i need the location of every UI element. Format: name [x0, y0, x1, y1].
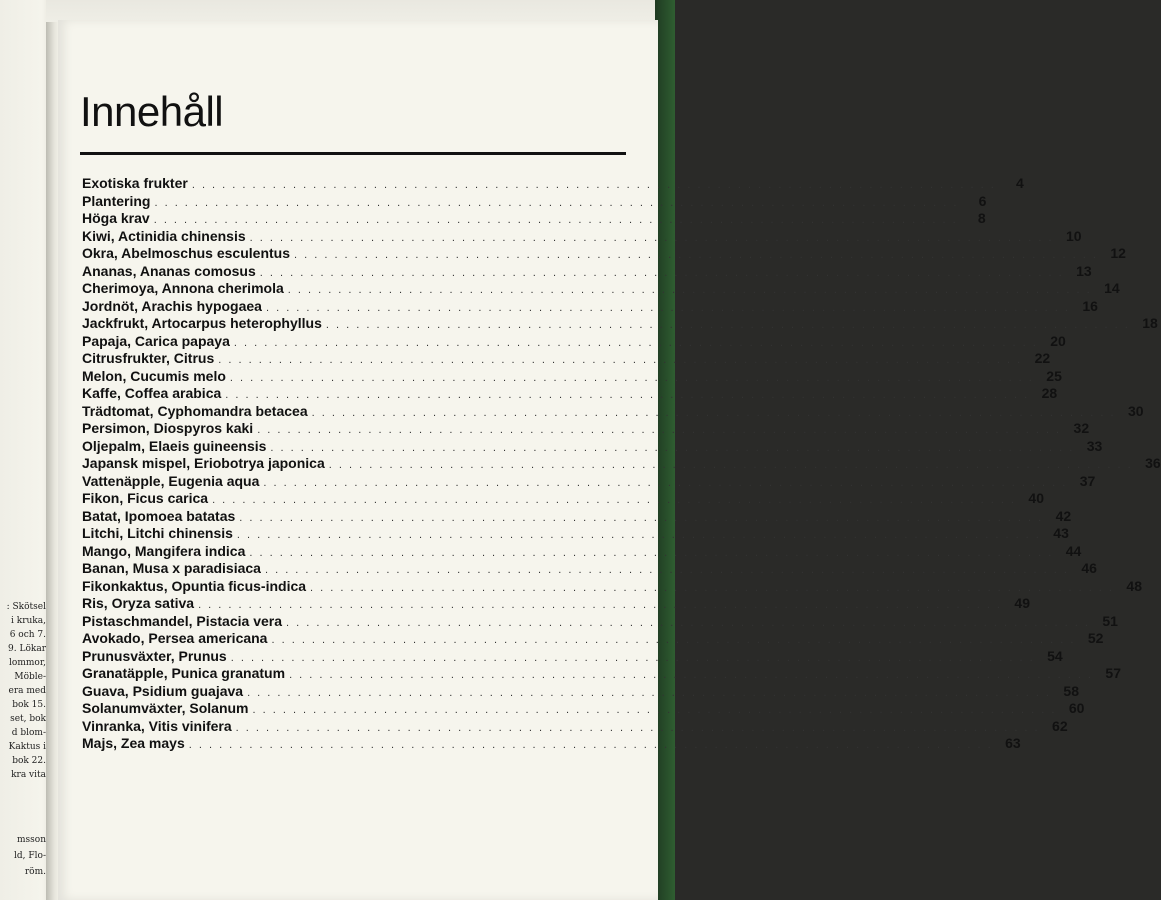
- toc-leader-dots: . . . . . . . . . . . . . . . . . . . . . . . . . . . . . . . . . . . . . . . . . . . . . . . . . . . . . . . . . . . . . . . . . . . . . . . . . . . . . . . .: [212, 494, 1016, 506]
- toc-entry-label: Jackfrukt, Artocarpus heterophyllus: [82, 315, 322, 331]
- left-line: ld, Flo-: [14, 851, 46, 861]
- toc-leader-dots: . . . . . . . . . . . . . . . . . . . . . . . . . . . . . . . . . . . . . . . . . . . . . . . . . . . . . . . . . . . . . . . . . . . . . . . . . . . . . . . .: [188, 739, 993, 751]
- toc-page-number: 30: [1127, 402, 1144, 419]
- toc-entry: [82, 210, 986, 228]
- toc-entry-label: Vinranka, Vitis vinifera: [82, 717, 232, 734]
- toc-entry-label: Cherimoya, Annona cherimola: [82, 280, 284, 296]
- toc-entry-label: Guava, Psidium guajava: [82, 682, 244, 699]
- toc-page-number: 33: [1086, 437, 1103, 454]
- toc-entry-label: Litchi, Litchi chinensis: [82, 525, 233, 541]
- left-line: lommor,: [9, 658, 46, 668]
- left-line: : Skötsel: [6, 602, 46, 612]
- left-line: kra vita: [11, 770, 46, 780]
- toc-leader-dots: . . . . . . . . . . . . . . . . . . . . . . . . . . . . . . . . . . . . . . . . . . . . . . . . . . . . . . . . . . . . . . . . . . . . . . . . . . . . . . . .: [230, 651, 1035, 664]
- toc-entry: [82, 472, 1096, 491]
- left-line: bok 22.: [12, 756, 46, 766]
- toc-leader-dots: . . . . . . . . . . . . . . . . . . . . . . . . . . . . . . . . . . . . . . . . . . . . . . . . . . . . . . . . . . . . . . . . . . . . . . . . . . . . . . . .: [257, 424, 1062, 436]
- toc-entry: [82, 682, 1079, 701]
- toc-entry-label: Höga krav: [82, 210, 150, 226]
- toc-leader-dots: . . . . . . . . . . . . . . . . . . . . . . . . . . . . . . . . . . . . . . . . . . . . . . . . . . . . . . . . . . . . . . . . . . . . . . . . . . . . . . . .: [252, 704, 1057, 716]
- toc-entry-label: Mango, Mangifera indica: [82, 542, 246, 559]
- toc-entry-label: Ananas, Ananas comosus: [82, 262, 256, 279]
- toc-page-number: 48: [1126, 577, 1142, 594]
- toc-leader-dots: . . . . . . . . . . . . . . . . . . . . . . . . . . . . . . . . . . . . . . . . . . . . . . . . . . . . . . . . . . . . . . . . . . . . . . . . . . . . . . . .: [153, 214, 958, 226]
- toc-entry-label: Exotiska frukter: [82, 175, 188, 191]
- toc-entry: [82, 192, 987, 211]
- toc-entry: [82, 420, 1090, 438]
- toc-leader-dots: . . . . . . . . . . . . . . . . . . . . . . . . . . . . . . . . . . . . . . . . . . . . . . . . . . . . . . . . . . . . . . . . . . . . . . . . . . . . . . . .: [310, 581, 1114, 594]
- left-line: set, bok: [10, 714, 46, 724]
- toc-entry: [82, 367, 1062, 386]
- toc-page-number: 60: [1068, 700, 1085, 716]
- toc-entry-label: Prunusväxter, Prunus: [82, 647, 227, 664]
- left-line: Kaktus i: [8, 742, 46, 752]
- toc-entry-label: Solanumväxter, Solanum: [82, 700, 249, 716]
- toc-entry-label: Vattenäpple, Eugenia aqua: [82, 472, 260, 489]
- toc-leader-dots: . . . . . . . . . . . . . . . . . . . . . . . . . . . . . . . . . . . . . . . . . . . . . . . . . . . . . . . . . . . . . . . . . . . . . . . . . . . . . . . .: [218, 354, 1023, 366]
- toc-entry: [82, 402, 1144, 421]
- toc-entry: [82, 560, 1097, 578]
- toc-leader-dots: . . . . . . . . . . . . . . . . . . . . . . . . . . . . . . . . . . . . . . . . . . . . . . . . . . . . . . . . . . . . . . . . . . . . . . . . . . . . . . . .: [328, 459, 1133, 471]
- toc-page-number: 63: [1005, 735, 1021, 751]
- toc-leader-dots: . . . . . . . . . . . . . . . . . . . . . . . . . . . . . . . . . . . . . . . . . . . . . . . . . . . . . . . . . . . . . . . . . . . . . . . . . . . . . . . .: [270, 441, 1075, 454]
- toc-page-number: 12: [1110, 245, 1126, 261]
- toc-leader-dots: . . . . . . . . . . . . . . . . . . . . . . . . . . . . . . . . . . . . . . . . . . . . . . . . . . . . . . . . . . . . . . . . . . . . . . . . . . . . . . . .: [154, 196, 959, 209]
- toc-entry: [82, 315, 1158, 333]
- toc-entry: [82, 437, 1103, 456]
- toc-entry-label: Persimon, Diospyros kaki: [82, 420, 254, 436]
- page-top-edge: [46, 0, 675, 22]
- toc-leader-dots: . . . . . . . . . . . . . . . . . . . . . . . . . . . . . . . . . . . . . . . . . . . . . . . . . . . . . . . . . . . . . . . . . . . . . . . . . . . . . . . .: [264, 564, 1069, 576]
- toc-page-number: 40: [1028, 490, 1044, 506]
- left-line: d blom-: [11, 728, 46, 738]
- left-line: röm.: [24, 867, 46, 877]
- left-line: 6 och 7.: [9, 630, 46, 640]
- toc-entry-label: Plantering: [82, 192, 151, 209]
- toc-entry-label: Oljepalm, Elaeis guineensis: [82, 437, 267, 454]
- left-page-text: [0, 600, 46, 782]
- toc-entry: [82, 297, 1098, 316]
- toc-page-number: 43: [1053, 525, 1069, 541]
- toc-page-number: 14: [1104, 280, 1120, 296]
- toc-entry-label: Pistaschmandel, Pistacia vera: [82, 612, 282, 629]
- toc-page-number: 54: [1047, 647, 1063, 664]
- toc-page-number: 62: [1052, 717, 1068, 734]
- toc-page-number: 46: [1081, 560, 1097, 576]
- left-line: bok 15.: [12, 700, 46, 710]
- toc-entry-label: Japansk mispel, Eriobotrya japonica: [82, 455, 325, 471]
- toc-page-number: 28: [1041, 385, 1058, 401]
- toc-leader-dots: . . . . . . . . . . . . . . . . . . . . . . . . . . . . . . . . . . . . . . . . . . . . . . . . . . . . . . . . . . . . . . . . . . . . . . . . . . . . . . . .: [259, 266, 1064, 279]
- toc-leader-dots: . . . . . . . . . . . . . . . . . . . . . . . . . . . . . . . . . . . . . . . . . . . . . . . . . . . . . . . . . . . . . . . . . . . . . . . . . . . . . . . .: [265, 301, 1070, 314]
- toc-leader-dots: . . . . . . . . . . . . . . . . . . . . . . . . . . . . . . . . . . . . . . . . . . . . . . . . . . . . . . . . . . . . . . . . . . . . . . . . . . . . . . . .: [239, 511, 1044, 524]
- toc-entry-label: Kaffe, Coffea arabica: [82, 385, 222, 401]
- contents-page: [58, 20, 1161, 900]
- left-line: msson: [17, 835, 46, 845]
- toc-leader-dots: . . . . . . . . . . . . . . . . . . . . . . . . . . . . . . . . . . . . . . . . . . . . . . . . . . . . . . . . . . . . . . . . . . . . . . . . . . . . . . . .: [325, 319, 1130, 331]
- toc-entry: [82, 262, 1092, 281]
- toc-entry: [82, 385, 1058, 403]
- toc-page-number: 44: [1065, 542, 1082, 559]
- toc-page-number: 58: [1063, 682, 1079, 699]
- left-line: 9. Lökar: [8, 644, 46, 654]
- toc-entry: [82, 507, 1072, 526]
- toc-leader-dots: . . . . . . . . . . . . . . . . . . . . . . . . . . . . . . . . . . . . . . . . . . . . . . . . . . . . . . . . . . . . . . . . . . . . . . . . . . . . . . . .: [198, 599, 1002, 611]
- toc-entry-label: Fikonkaktus, Opuntia ficus-indica: [82, 577, 307, 594]
- toc-entry: [82, 577, 1142, 596]
- toc-leader-dots: . . . . . . . . . . . . . . . . . . . . . . . . . . . . . . . . . . . . . . . . . . . . . . . . . . . . . . . . . . . . . . . . . . . . . . . . . . . . . . . .: [311, 406, 1116, 419]
- toc-page-number: 37: [1079, 472, 1096, 489]
- toc-leader-dots: . . . . . . . . . . . . . . . . . . . . . . . . . . . . . . . . . . . . . . . . . . . . . . . . . . . . . . . . . . . . . . . . . . . . . . . . . . . . . . . .: [249, 231, 1054, 244]
- toc-page-number: 6: [978, 192, 987, 209]
- toc-entry: [82, 612, 1118, 631]
- toc-page-number: 42: [1055, 507, 1072, 524]
- toc-leader-dots: . . . . . . . . . . . . . . . . . . . . . . . . . . . . . . . . . . . . . . . . . . . . . . . . . . . . . . . . . . . . . . . . . . . . . . . . . . . . . . . .: [236, 529, 1041, 541]
- toc-leader-dots: . . . . . . . . . . . . . . . . . . . . . . . . . . . . . . . . . . . . . . . . . . . . . . . . . . . . . . . . . . . . . . . . . . . . . . . . . . . . . . . .: [287, 284, 1092, 296]
- toc-entry-label: Melon, Cucumis melo: [82, 367, 226, 384]
- toc-leader-dots: . . . . . . . . . . . . . . . . . . . . . . . . . . . . . . . . . . . . . . . . . . . . . . . . . . . . . . . . . . . . . . . . . . . . . . . . . . . . . . . .: [247, 686, 1051, 699]
- toc-page-number: 57: [1105, 665, 1121, 681]
- table-of-contents: [82, 175, 1161, 753]
- left-line: i kruka,: [11, 616, 46, 626]
- toc-leader-dots: . . . . . . . . . . . . . . . . . . . . . . . . . . . . . . . . . . . . . . . . . . . . . . . . . . . . . . . . . . . . . . . . . . . . . . . . . . . . . . . .: [263, 476, 1068, 489]
- toc-leader-dots: . . . . . . . . . . . . . . . . . . . . . . . . . . . . . . . . . . . . . . . . . . . . . . . . . . . . . . . . . . . . . . . . . . . . . . . . . . . . . . . .: [191, 179, 996, 191]
- left-line: era med: [8, 686, 46, 696]
- toc-entry: [82, 542, 1082, 561]
- toc-page-number: 36: [1145, 455, 1161, 471]
- toc-entry: [82, 595, 1030, 613]
- toc-page-number: 25: [1046, 367, 1062, 384]
- toc-entry: [82, 665, 1121, 683]
- toc-leader-dots: . . . . . . . . . . . . . . . . . . . . . . . . . . . . . . . . . . . . . . . . . . . . . . . . . . . . . . . . . . . . . . . . . . . . . . . . . . . . . . . .: [233, 336, 1038, 349]
- toc-entry: [82, 630, 1104, 648]
- toc-entry-label: Citrusfrukter, Citrus: [82, 350, 215, 366]
- toc-page-number: 51: [1102, 612, 1118, 629]
- page-title: Innehåll: [80, 88, 224, 135]
- toc-entry: [82, 350, 1051, 368]
- toc-entry: [82, 175, 1024, 193]
- toc-entry-label: Papaja, Carica papaya: [82, 332, 230, 349]
- toc-page-number: 20: [1050, 332, 1066, 349]
- toc-entry: [82, 490, 1044, 508]
- toc-entry-label: Okra, Abelmoschus esculentus: [82, 245, 290, 261]
- toc-page-number: 8: [977, 210, 986, 226]
- toc-entry: [82, 525, 1069, 543]
- toc-entry: [82, 245, 1126, 263]
- toc-leader-dots: . . . . . . . . . . . . . . . . . . . . . . . . . . . . . . . . . . . . . . . . . . . . . . . . . . . . . . . . . . . . . . . . . . . . . . . . . . . . . . . .: [249, 546, 1054, 559]
- toc-leader-dots: . . . . . . . . . . . . . . . . . . . . . . . . . . . . . . . . . . . . . . . . . . . . . . . . . . . . . . . . . . . . . . . . . . . . . . . . . . . . . . . .: [229, 371, 1034, 384]
- toc-page-number: 18: [1142, 315, 1158, 331]
- toc-leader-dots: . . . . . . . . . . . . . . . . . . . . . . . . . . . . . . . . . . . . . . . . . . . . . . . . . . . . . . . . . . . . . . . . . . . . . . . . . . . . . . . .: [271, 634, 1076, 646]
- toc-entry: [82, 280, 1120, 298]
- toc-entry: [82, 700, 1085, 718]
- left-line: Möble-: [14, 672, 46, 682]
- toc-entry-label: Majs, Zea mays: [82, 735, 185, 751]
- toc-page-number: 13: [1076, 262, 1092, 279]
- toc-entry-label: Fikon, Ficus carica: [82, 490, 209, 506]
- title-rule: [80, 152, 626, 155]
- toc-leader-dots: . . . . . . . . . . . . . . . . . . . . . . . . . . . . . . . . . . . . . . . . . . . . . . . . . . . . . . . . . . . . . . . . . . . . . . . . . . . . . . . .: [289, 669, 1093, 681]
- toc-entry: [82, 717, 1068, 736]
- toc-entry-label: Banan, Musa x paradisiaca: [82, 560, 261, 576]
- toc-leader-dots: . . . . . . . . . . . . . . . . . . . . . . . . . . . . . . . . . . . . . . . . . . . . . . . . . . . . . . . . . . . . . . . . . . . . . . . . . . . . . . . .: [294, 249, 1098, 261]
- toc-page-number: 4: [1015, 175, 1024, 191]
- toc-entry-label: Trädtomat, Cyphomandra betacea: [82, 402, 308, 419]
- toc-entry-label: Ris, Oryza sativa: [82, 595, 195, 611]
- toc-entry: [82, 332, 1066, 351]
- toc-page-number: 16: [1082, 297, 1098, 314]
- toc-entry-label: Granatäpple, Punica granatum: [82, 665, 286, 681]
- toc-entry-label: Kiwi, Actinidia chinensis: [82, 227, 246, 244]
- toc-page-number: 32: [1073, 420, 1090, 436]
- toc-entry: [82, 735, 1021, 753]
- toc-leader-dots: . . . . . . . . . . . . . . . . . . . . . . . . . . . . . . . . . . . . . . . . . . . . . . . . . . . . . . . . . . . . . . . . . . . . . . . . . . . . . . . .: [235, 721, 1040, 734]
- toc-leader-dots: . . . . . . . . . . . . . . . . . . . . . . . . . . . . . . . . . . . . . . . . . . . . . . . . . . . . . . . . . . . . . . . . . . . . . . . . . . . . . . . .: [225, 389, 1030, 401]
- toc-entry-label: Batat, Ipomoea batatas: [82, 507, 236, 524]
- toc-page-number: 10: [1065, 227, 1082, 244]
- toc-page-number: 52: [1087, 630, 1104, 646]
- toc-leader-dots: . . . . . . . . . . . . . . . . . . . . . . . . . . . . . . . . . . . . . . . . . . . . . . . . . . . . . . . . . . . . . . . . . . . . . . . . . . . . . . . .: [286, 616, 1090, 629]
- toc-entry-label: Avokado, Persea americana: [82, 630, 268, 646]
- toc-entry: [82, 455, 1161, 473]
- toc-page-number: 22: [1034, 350, 1051, 366]
- toc-page-number: 49: [1014, 595, 1030, 611]
- toc-entry: [82, 647, 1063, 666]
- toc-entry-label: Jordnöt, Arachis hypogaea: [82, 297, 262, 314]
- toc-entry: [82, 227, 1082, 246]
- left-page-bottom-text: [0, 832, 46, 880]
